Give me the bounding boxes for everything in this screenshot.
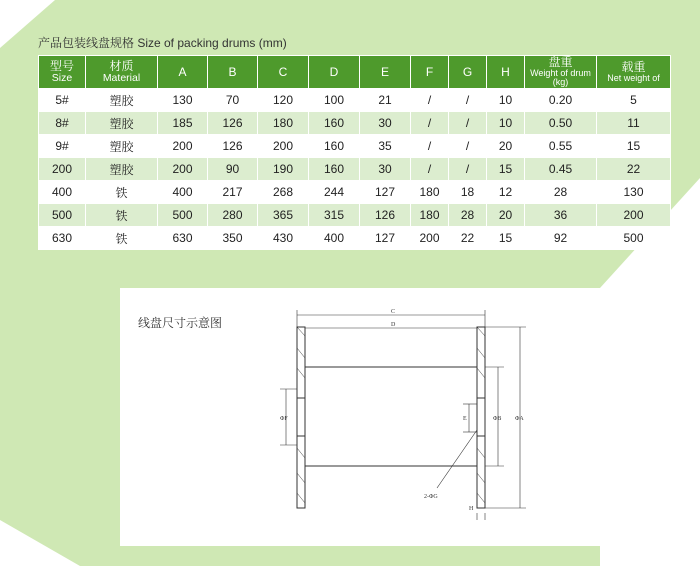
table-cell: / <box>449 158 487 181</box>
table-row <box>39 181 671 204</box>
table-row <box>39 112 671 135</box>
table-cell: 630 <box>158 227 208 250</box>
table-cell: 244 <box>309 181 360 204</box>
table-cell: / <box>449 112 487 135</box>
table-cell: 9# <box>39 135 86 158</box>
table-cell: 11 <box>597 112 671 135</box>
label-f: ΦF <box>280 416 288 422</box>
table-cell: 0.50 <box>525 112 597 135</box>
table-cell: 15 <box>487 158 525 181</box>
header-row <box>39 56 671 89</box>
header-cell <box>208 56 258 89</box>
table-cell: / <box>449 89 487 112</box>
header-cell <box>360 56 411 89</box>
table-cell: 430 <box>258 227 309 250</box>
table-row <box>39 135 671 158</box>
table-cell: 35 <box>360 135 411 158</box>
table-cell: / <box>411 135 449 158</box>
table-cell: 268 <box>258 181 309 204</box>
table-cell: 8# <box>39 112 86 135</box>
table-cell: 280 <box>208 204 258 227</box>
table-cell: 20 <box>487 204 525 227</box>
table-cell: 15 <box>597 135 671 158</box>
table-cell: 400 <box>309 227 360 250</box>
table-cell: / <box>411 89 449 112</box>
header-cell <box>158 56 208 89</box>
table-cell: 350 <box>208 227 258 250</box>
table-cell: 92 <box>525 227 597 250</box>
label-a: ΦA <box>515 416 524 422</box>
table-cell: 500 <box>158 204 208 227</box>
right-flange <box>477 327 485 508</box>
header-cell <box>411 56 449 89</box>
table-cell: 400 <box>39 181 86 204</box>
table-cell: 100 <box>309 89 360 112</box>
table-row <box>39 204 671 227</box>
table-cell: 0.20 <box>525 89 597 112</box>
table-cell: 126 <box>360 204 411 227</box>
header-cell <box>309 56 360 89</box>
table-cell: / <box>411 158 449 181</box>
table-cell: 12 <box>487 181 525 204</box>
header-cell <box>258 56 309 89</box>
table-cell: 160 <box>309 112 360 135</box>
header-label: D <box>329 64 339 79</box>
table-cell: 22 <box>449 227 487 250</box>
table-cell: 400 <box>158 181 208 204</box>
header-sublabel: Weight of drum (kg) <box>530 67 591 88</box>
table-cell: 217 <box>208 181 258 204</box>
table-cell: 铁 <box>86 181 158 204</box>
header-label: 盘重 <box>548 55 573 70</box>
table-cell: 塑胶 <box>86 135 158 158</box>
table-cell: 30 <box>360 158 411 181</box>
header-label: E <box>380 64 389 79</box>
table-cell: 36 <box>525 204 597 227</box>
header-cell <box>86 56 158 89</box>
label-c: C <box>391 309 396 315</box>
table-cell: 160 <box>309 158 360 181</box>
table-cell: 18 <box>449 181 487 204</box>
table-cell: 160 <box>309 135 360 158</box>
left-flange <box>297 327 305 508</box>
table-cell: 70 <box>208 89 258 112</box>
table-cell: 126 <box>208 112 258 135</box>
table-cell: 0.55 <box>525 135 597 158</box>
table-row <box>39 158 671 181</box>
label-hole: 2-ΦG <box>424 494 438 500</box>
header-cell <box>487 56 525 89</box>
spec-table <box>38 55 671 250</box>
table-cell: 130 <box>158 89 208 112</box>
table-cell: 15 <box>487 227 525 250</box>
header-label: 型号 <box>49 59 74 74</box>
header-label: C <box>278 64 288 79</box>
table-cell: 190 <box>258 158 309 181</box>
table-cell: 200 <box>597 204 671 227</box>
page-title: 产品包装线盘规格 Size of packing drums (mm) <box>38 36 287 50</box>
table-cell: 塑胶 <box>86 158 158 181</box>
table-cell: 120 <box>258 89 309 112</box>
table-cell: 500 <box>39 204 86 227</box>
table-cell: 315 <box>309 204 360 227</box>
header-label: A <box>178 64 187 79</box>
label-h: H <box>469 506 474 512</box>
table-cell: 20 <box>487 135 525 158</box>
header-label: 载重 <box>621 59 646 74</box>
label-e: E <box>463 416 467 422</box>
table-cell: 200 <box>158 135 208 158</box>
table-cell: 塑胶 <box>86 89 158 112</box>
table-cell: 180 <box>258 112 309 135</box>
table-cell: / <box>411 112 449 135</box>
table-cell: 5# <box>39 89 86 112</box>
header-sublabel: Size <box>51 71 73 84</box>
header-cell <box>39 56 86 89</box>
table-cell: 塑胶 <box>86 112 158 135</box>
header-label: B <box>228 64 237 79</box>
header-cell <box>449 56 487 89</box>
table-cell: 500 <box>597 227 671 250</box>
table-cell: 126 <box>208 135 258 158</box>
header-label: G <box>462 64 473 79</box>
table-cell: 5 <box>597 89 671 112</box>
table-cell: 180 <box>411 204 449 227</box>
header-cell <box>597 56 671 89</box>
table-cell: 22 <box>597 158 671 181</box>
table-cell: 200 <box>158 158 208 181</box>
table-cell: 200 <box>258 135 309 158</box>
table-cell: 630 <box>39 227 86 250</box>
table-cell: 130 <box>597 181 671 204</box>
table-cell: 10 <box>487 89 525 112</box>
table-cell: 21 <box>360 89 411 112</box>
table-row <box>39 227 671 250</box>
table-cell: / <box>449 135 487 158</box>
table-row <box>39 89 671 112</box>
table-cell: 30 <box>360 112 411 135</box>
table-cell: 365 <box>258 204 309 227</box>
label-b: ΦB <box>493 416 502 422</box>
table-cell: 200 <box>411 227 449 250</box>
table-cell: 127 <box>360 227 411 250</box>
header-label: F <box>425 64 434 79</box>
table-cell: 127 <box>360 181 411 204</box>
label-d: D <box>391 322 396 328</box>
diagram-title: 线盘尺寸示意图 <box>138 316 223 330</box>
header-sublabel: Material <box>102 71 141 84</box>
table-cell: 200 <box>39 158 86 181</box>
table-cell: 185 <box>158 112 208 135</box>
table-cell: 180 <box>411 181 449 204</box>
table-cell: 28 <box>525 181 597 204</box>
header-sublabel: Net weight of <box>607 72 660 83</box>
table-cell: 铁 <box>86 204 158 227</box>
table-cell: 0.45 <box>525 158 597 181</box>
header-label: 材质 <box>109 59 134 74</box>
table-cell: 90 <box>208 158 258 181</box>
table-cell: 铁 <box>86 227 158 250</box>
table-cell: 10 <box>487 112 525 135</box>
drum-diagram <box>120 288 600 546</box>
header-cell <box>525 56 597 89</box>
table-cell: 28 <box>449 204 487 227</box>
header-label: H <box>501 64 510 79</box>
